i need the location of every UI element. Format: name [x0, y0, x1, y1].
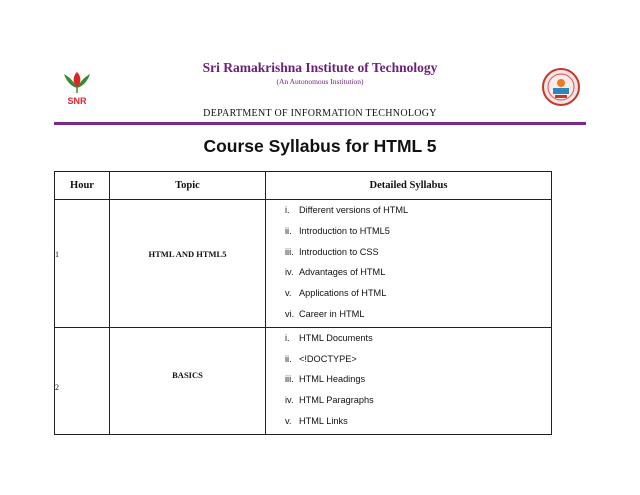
table-row: [55, 327, 552, 434]
list-item: iii. Introduction to CSS: [285, 246, 379, 257]
header-hour: Hour: [55, 172, 110, 200]
list-item: iv. Advantages of HTML: [285, 267, 386, 278]
header-divider: [54, 122, 586, 125]
detail-cell: [266, 200, 552, 328]
seal-icon: [541, 66, 581, 108]
syllabus-list: [266, 200, 551, 327]
institute-seal: [541, 66, 581, 108]
list-item: ii. <!DOCTYPE>: [285, 353, 357, 364]
table-row: [55, 200, 552, 328]
institution-name: Sri Ramakrishna Institute of Technology: [202, 60, 438, 75]
topic-value: BASICS: [172, 369, 203, 380]
header-topic: Topic: [110, 172, 266, 200]
topic-cell: [110, 200, 266, 328]
institution-subtitle: (An Autonomous Institution): [276, 77, 364, 86]
syllabus-list: [266, 328, 551, 434]
hour-cell: [55, 327, 110, 434]
detail-cell: [266, 327, 552, 434]
syllabus-table: [54, 171, 552, 435]
header-detail: Detailed Syllabus: [266, 172, 552, 200]
topic-value: HTML AND HTML5: [148, 249, 227, 260]
list-item: i. HTML Documents: [285, 332, 373, 343]
hour-value: 1: [55, 249, 59, 259]
department-name: DEPARTMENT OF INFORMATION TECHNOLOGY: [203, 108, 437, 119]
list-item: i. Different versions of HTML: [285, 205, 409, 215]
list-item: iii. HTML Headings: [285, 374, 366, 385]
page-title: Course Syllabus for HTML 5: [203, 136, 437, 156]
topic-cell: [110, 327, 266, 434]
list-item: vi. Career in HTML: [285, 308, 365, 319]
hour-cell: [55, 200, 110, 328]
hour-value: 2: [55, 383, 59, 393]
logo-text: SNR: [67, 96, 87, 106]
list-item: v. HTML Links: [285, 415, 348, 426]
list-item: iv. HTML Paragraphs: [285, 395, 374, 406]
table-header-row: [55, 172, 552, 200]
list-item: ii. Introduction to HTML5: [285, 225, 390, 236]
list-item: v. Applications of HTML: [285, 288, 387, 299]
